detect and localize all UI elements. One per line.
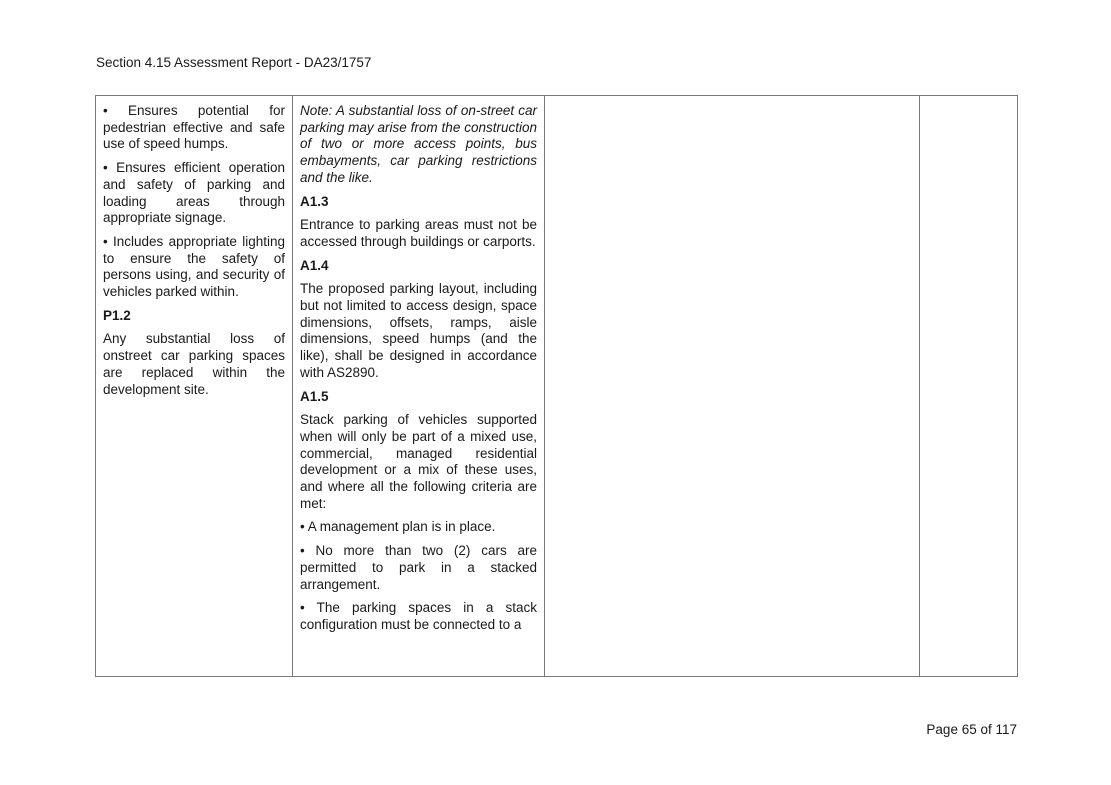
solutions-heading-a1-3: A1.3: [300, 193, 329, 209]
solutions-bullet-two-cars: • No more than two (2) cars are permitted to park in a stacked arrangement.: [300, 543, 537, 592]
criteria-heading-p1-2: P1.2: [103, 307, 131, 323]
solutions-text-a1-4: The proposed parking layout, including but not limited to access design, space dimensions, offsets, ramps, aisle dimensions, speed humps (and the like), shall be designed in accordance with AS2890.: [300, 281, 537, 380]
comment-cell: [545, 96, 920, 677]
solutions-note: Note: A substantial loss of on-street car parking may arise from the construction of two or more access points, bus embayments, car parking restrictions and the like.: [300, 103, 537, 185]
solutions-bullet-management-plan: • A management plan is in place.: [300, 519, 496, 535]
criteria-text-p1-2: Any substantial loss of onstreet car parking spaces are replaced within the development site.: [103, 331, 285, 397]
criteria-bullet-lighting: • Includes appropriate lighting to ensure the safety of persons using, and security of vehicles parked within.: [103, 233, 285, 300]
compliance-cell: [920, 96, 1018, 677]
criteria-bullet-speed-humps: • Ensures potential for pedestrian effective and safe use of speed humps.: [103, 103, 285, 152]
solutions-text-a1-3: Entrance to parking areas must not be accessed through buildings or carports.: [300, 217, 537, 249]
criteria-bullet-signage: • Ensures efficient operation and safety of parking and loading areas through appropriate signage.: [103, 160, 285, 226]
acceptable-solutions-cell: [293, 96, 545, 677]
solutions-text-a1-5: Stack parking of vehicles supported when will only be part of a mixed use, commercial, managed residential development or a mix of these uses, and where all the following criteria are met:: [300, 412, 537, 511]
report-header: Section 4.15 Assessment Report - DA23/1757: [96, 55, 372, 70]
table-row: [96, 96, 1018, 677]
assessment-table: [95, 95, 1018, 677]
page-number: Page 65 of 117: [926, 722, 1017, 737]
solutions-bullet-stack-config: • The parking spaces in a stack configuration must be connected to a: [300, 600, 537, 632]
performance-criteria-cell: [96, 96, 293, 677]
solutions-heading-a1-5: A1.5: [300, 388, 329, 404]
solutions-heading-a1-4: A1.4: [300, 257, 329, 273]
